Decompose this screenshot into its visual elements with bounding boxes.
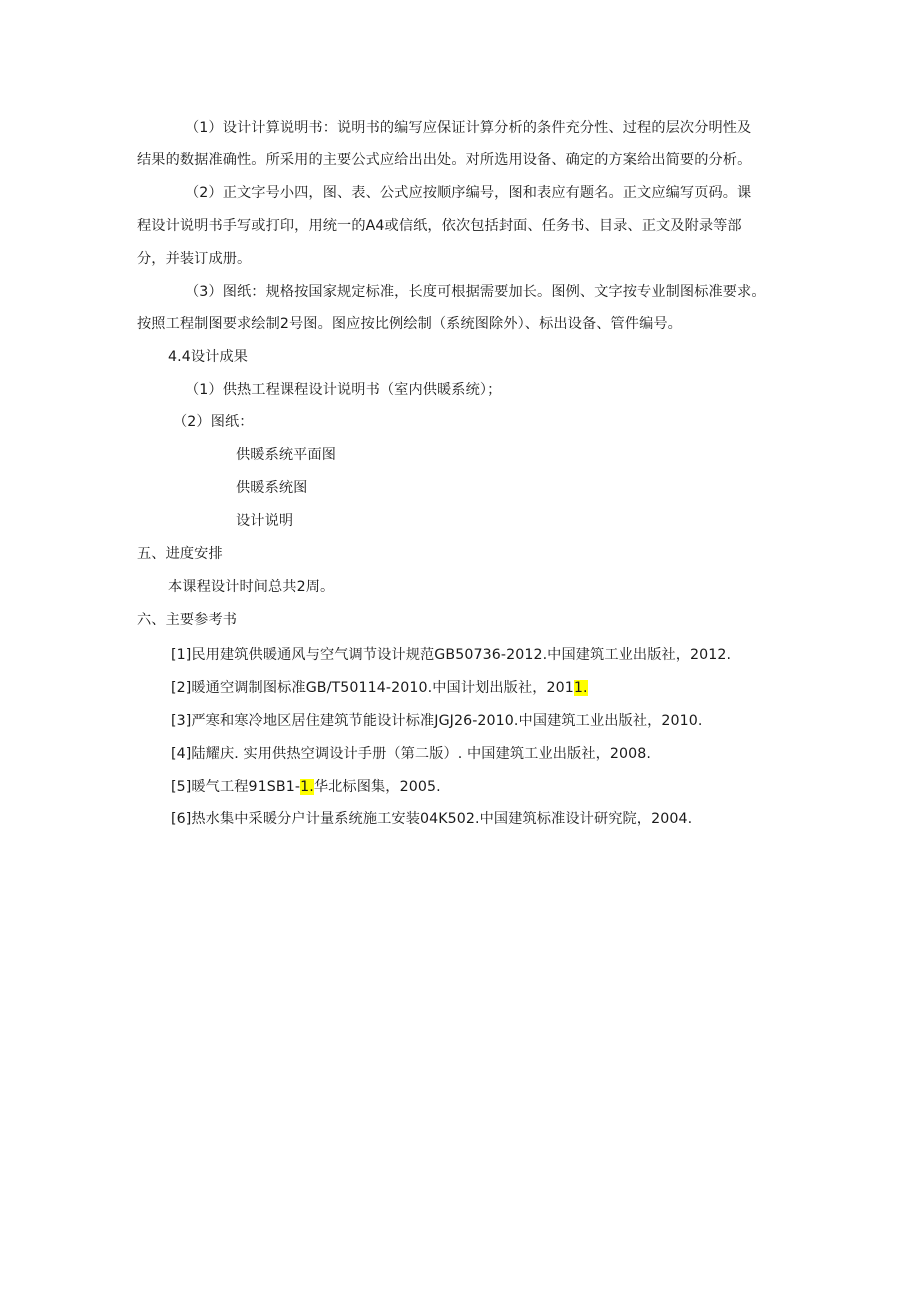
drawing-item-plan: 供暖系统平面图: [236, 447, 337, 463]
req-item1-line2: 结果的数据准确性。所采用的主要公式应给出出处。对所选用设备、确定的方案给出简要的分析。: [137, 152, 752, 168]
req-item1-line1: （1）设计计算说明书：说明书的编写应保证计算分析的条件充分性、过程的层次分明性及: [185, 120, 752, 136]
references-heading: 六、主要参考书: [137, 612, 238, 628]
reference-item-6: [6]热水集中采暖分户计量系统施工安装04K502.中国建筑标准设计研究院，2004.: [171, 811, 693, 827]
req-item2-line2: 程设计说明书手写或打印，用统一的A4或信纸，依次包括封面、任务书、目录、正文及附录等部: [137, 218, 742, 234]
drawing-item-notes: 设计说明: [236, 513, 294, 529]
reference-item-5: [171, 777, 441, 797]
results-item1: （1）供热工程课程设计说明书（室内供暖系统）；: [185, 382, 502, 398]
reference-item-5-tail: 华北标图集，2005.: [313, 779, 441, 795]
reference-item-1: [1]民用建筑供暖通风与空气调节设计规范GB50736-2012.中国建筑工业出版社，2012.: [171, 647, 732, 663]
highlight-mark: 1.: [573, 680, 588, 696]
reference-item-2: [171, 678, 588, 698]
highlight-mark: 1.: [300, 779, 314, 795]
reference-item-2-text: [2]暖通空调制图标准GB/T50114-2010.中国计划出版社，201: [171, 680, 574, 696]
req-item2-line1: （2）正文字号小四，图、表、公式应按顺序编号，图和表应有题名。正文应编写页码。课: [185, 185, 752, 201]
results-item2: （2）图纸：: [173, 414, 254, 430]
reference-item-5-text: [5]暖气工程91SB1-: [171, 779, 301, 795]
req-item2-line3: 分，并装订成册。: [137, 251, 252, 267]
schedule-heading: 五、进度安排: [137, 546, 223, 562]
drawing-item-system: 供暖系统图: [236, 480, 308, 496]
reference-item-4: [4]陆耀庆. 实用供热空调设计手册（第二版）. 中国建筑工业出版社，2008.: [171, 746, 652, 762]
req-item3-line1: （3）图纸：规格按国家规定标准，长度可根据需要加长。图例、文字按专业制图标准要求。: [185, 284, 766, 300]
reference-item-3: [3]严寒和寒冷地区居住建筑节能设计标准JGJ26-2010.中国建筑工业出版社，2010.: [171, 713, 703, 729]
schedule-text: 本课程设计时间总共2周。: [168, 579, 335, 595]
req-item3-line2: 按照工程制图要求绘制2号图。图应按比例绘制（系统图除外）、标出设备、管件编号。: [137, 316, 682, 332]
results-heading: 4.4设计成果: [168, 349, 249, 365]
